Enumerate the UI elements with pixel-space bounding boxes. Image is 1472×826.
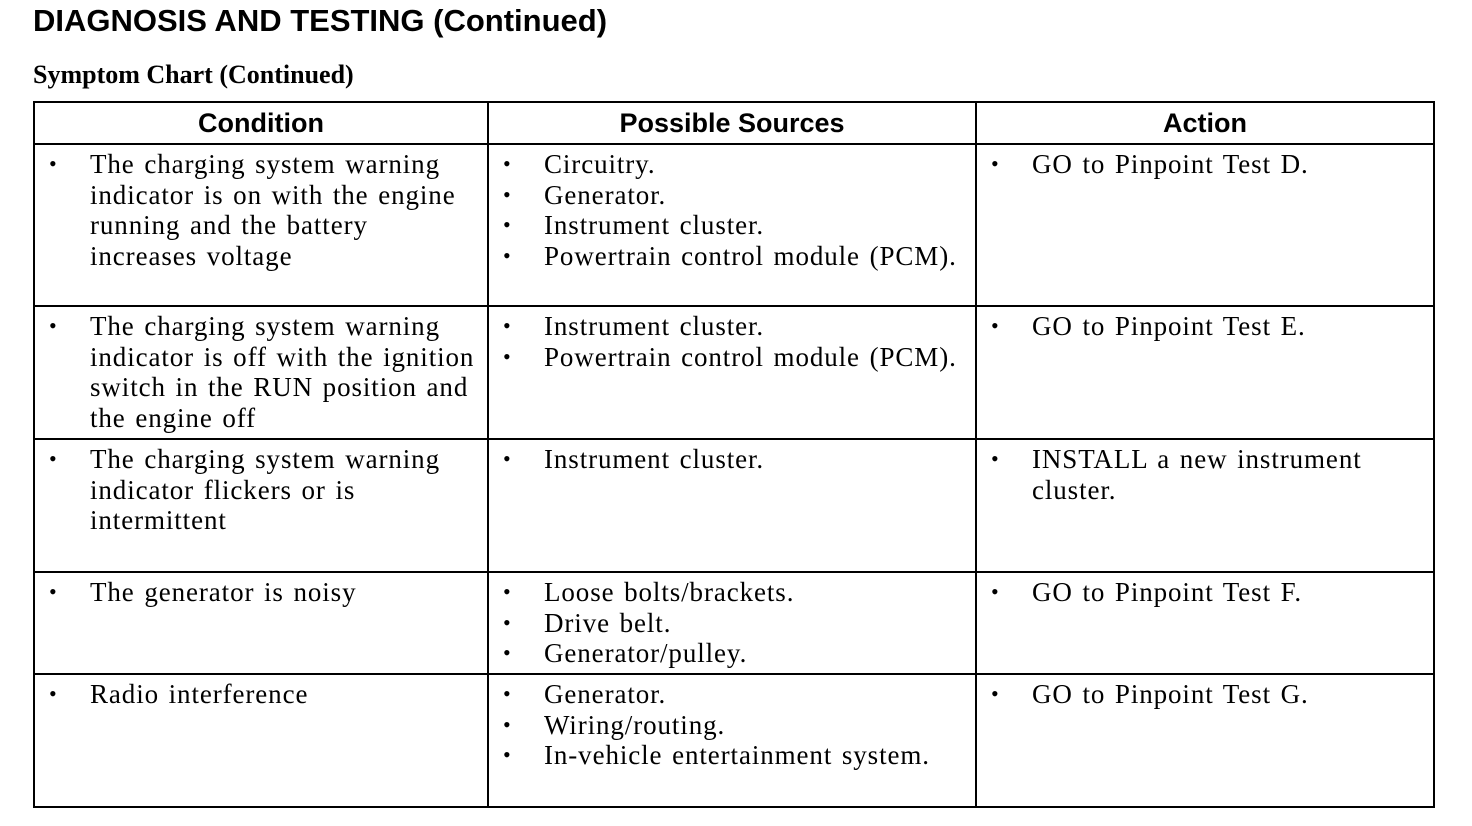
condition-cell <box>34 572 488 674</box>
source-text: Generator. <box>544 679 667 709</box>
condition-text: The charging system warning indicator flickers or is intermittent <box>90 444 440 535</box>
action-text: GO to Pinpoint Test F. <box>1032 577 1303 607</box>
table-row <box>34 439 1434 572</box>
bullet-icon: • <box>503 640 511 665</box>
source-text: Instrument cluster. <box>544 210 765 240</box>
bullet-icon: • <box>49 313 57 338</box>
source-text: Loose bolts/brackets. <box>544 577 795 607</box>
list-item <box>489 342 965 373</box>
list-item <box>35 149 477 271</box>
list-item <box>35 679 477 710</box>
list-item <box>489 149 965 180</box>
bullet-icon: • <box>49 681 57 706</box>
source-text: Instrument cluster. <box>544 311 765 341</box>
list-item <box>489 608 965 639</box>
action-cell <box>976 572 1434 674</box>
list-item <box>489 210 965 241</box>
source-text: Powertrain control module (PCM). <box>544 240 957 271</box>
column-header-action: Action <box>976 102 1434 144</box>
list-item <box>35 577 477 608</box>
condition-text: The charging system warning indicator is off with the ignition switch in the RUN position and the engine off <box>90 311 475 433</box>
source-text: Generator/pulley. <box>544 638 748 668</box>
table-row <box>34 306 1434 439</box>
condition-text: The generator is noisy <box>90 577 357 607</box>
sources-cell <box>488 439 976 572</box>
bullet-icon: • <box>503 212 511 237</box>
list-item <box>489 710 965 741</box>
table-row <box>34 674 1434 807</box>
symptom-chart-table <box>33 101 1435 808</box>
source-text: In-vehicle entertainment system. <box>544 740 930 770</box>
bullet-icon: • <box>991 446 999 471</box>
list-item <box>35 444 477 536</box>
column-header-possible-sources: Possible Sources <box>488 102 976 144</box>
bullet-icon: • <box>503 313 511 338</box>
bullet-icon: • <box>503 181 511 207</box>
list-item <box>489 444 965 475</box>
list-item <box>977 679 1423 710</box>
list-item <box>489 638 965 669</box>
condition-cell <box>34 674 488 807</box>
bullet-icon: • <box>49 446 57 471</box>
action-text: INSTALL a new instrument cluster. <box>1032 444 1362 505</box>
sources-cell <box>488 306 976 439</box>
sources-cell <box>488 572 976 674</box>
action-text: GO to Pinpoint Test E. <box>1032 311 1306 341</box>
bullet-icon: • <box>991 313 999 338</box>
list-item <box>977 311 1423 342</box>
bullet-icon: • <box>991 681 999 706</box>
sources-cell <box>488 674 976 807</box>
list-item <box>489 311 965 342</box>
source-text: Powertrain control module (PCM). <box>544 341 957 372</box>
bullet-icon: • <box>991 579 999 604</box>
list-item <box>489 241 965 272</box>
action-text: GO to Pinpoint Test D. <box>1032 149 1309 179</box>
list-item <box>35 311 477 433</box>
list-item <box>977 149 1423 180</box>
bullet-icon: • <box>503 711 511 737</box>
table-row <box>34 144 1434 306</box>
list-item <box>977 444 1423 505</box>
source-text: Drive belt. <box>544 607 672 638</box>
source-text: Circuitry. <box>544 149 656 179</box>
list-item <box>489 679 965 710</box>
page-heading: DIAGNOSIS AND TESTING (Continued) <box>33 3 608 38</box>
list-item <box>489 577 965 608</box>
condition-cell <box>34 439 488 572</box>
action-text: GO to Pinpoint Test G. <box>1032 679 1309 709</box>
bullet-icon: • <box>503 609 511 635</box>
bullet-icon: • <box>991 151 999 176</box>
list-item <box>489 740 965 771</box>
bullet-icon: • <box>503 742 511 767</box>
bullet-icon: • <box>503 446 511 471</box>
sources-cell <box>488 144 976 306</box>
action-cell <box>976 306 1434 439</box>
action-cell <box>976 144 1434 306</box>
action-cell <box>976 674 1434 807</box>
bullet-icon: • <box>503 681 511 706</box>
bullet-icon: • <box>503 343 511 369</box>
source-text: Instrument cluster. <box>544 444 765 474</box>
condition-text: Radio interference <box>90 679 309 709</box>
symptom-chart-title: Symptom Chart (Continued) <box>33 60 354 89</box>
source-text: Generator. <box>544 179 667 210</box>
table-row <box>34 572 1434 674</box>
column-header-condition: Condition <box>34 102 488 144</box>
condition-cell <box>34 306 488 439</box>
table-header-row <box>34 102 1434 144</box>
condition-cell <box>34 144 488 306</box>
source-text: Wiring/routing. <box>544 709 726 740</box>
action-cell <box>976 439 1434 572</box>
list-item <box>489 180 965 211</box>
bullet-icon: • <box>503 151 511 176</box>
condition-text: The charging system warning indicator is on with the engine running and the battery increases voltage <box>90 149 456 271</box>
bullet-icon: • <box>503 579 511 604</box>
bullet-icon: • <box>49 151 57 176</box>
bullet-icon: • <box>503 242 511 268</box>
bullet-icon: • <box>49 579 57 604</box>
list-item <box>977 577 1423 608</box>
